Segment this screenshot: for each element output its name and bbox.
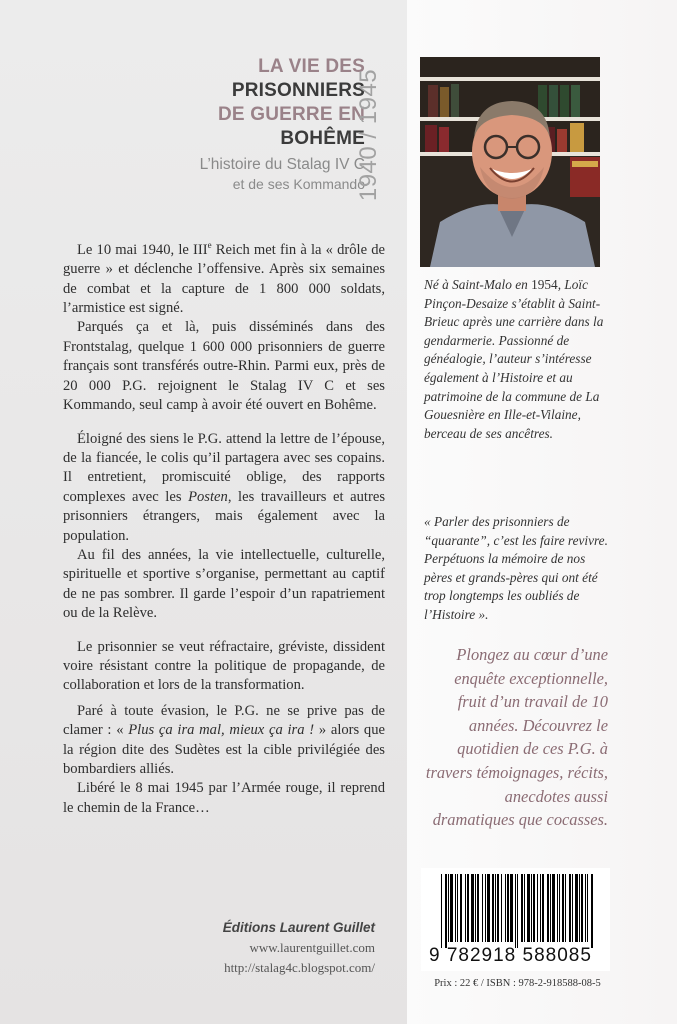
barcode-bar xyxy=(450,874,453,942)
barcode-bar xyxy=(467,874,469,942)
barcode-bar xyxy=(537,874,538,942)
author-quote: « Parler des prisonniers de “quarante”, c’est les faire revivre. Perpétuons la mémoire de nos pères et grands-pères qui ont été trop longtemps les oubliés de l’Histoire ». xyxy=(424,514,608,622)
subtitle-line-1: L’histoire du Stalag IV C xyxy=(199,156,365,173)
publisher-block xyxy=(170,918,375,978)
title-line-4: BOHÊME xyxy=(280,128,365,149)
barcode-bar xyxy=(510,874,513,942)
barcode-bar xyxy=(585,874,586,942)
barcode-bar xyxy=(517,874,518,948)
barcode-bar xyxy=(457,874,458,942)
barcode-bar xyxy=(455,874,456,942)
barcode-bar xyxy=(533,874,535,942)
paragraph-5: Le prisonnier se veut réfractaire, gréviste, dissident voire résistant contre la politique de propagande, de collaboration et lors de la transformation. xyxy=(63,638,385,694)
barcode-bar xyxy=(547,874,549,942)
barcode-bar xyxy=(492,874,494,942)
barcode-bar xyxy=(550,874,551,942)
barcode-bar xyxy=(482,874,483,942)
barcode-bar xyxy=(557,874,558,942)
title-line-3: DE GUERRE EN xyxy=(217,104,365,125)
barcode-bar xyxy=(507,874,509,942)
price-isbn-line xyxy=(420,978,615,989)
barcode-bar xyxy=(591,874,593,948)
barcode-bar xyxy=(572,874,573,942)
barcode-bar xyxy=(477,874,479,942)
barcode-bar xyxy=(552,874,555,942)
barcode-bar xyxy=(587,874,588,942)
subtitle-line-2: et de ses Kommando xyxy=(232,176,365,192)
paragraph-4: Au fil des années, la vie intellectuelle, culturelle, spirituelle et sportive s’organise, permettant au captif de ne pas sombrer. Il garde l’espoir d’un rapatriement ou de la Relève. xyxy=(63,546,385,622)
barcode-bar xyxy=(460,874,462,942)
author-photo xyxy=(420,57,600,267)
author-bio: Né à Saint-Malo en 1954, Loïc Pinçon-Desaize s’établit à Saint-Brieuc après une carrière dans la gendarmerie. Passionné de généalogie, l’auteur s’intéresse également à l’Histoire et au patrimoine de la commune de La Gouesnière en Ille-et-Vilaine, berceau de ses ancêtres. xyxy=(424,277,604,441)
paragraph-6: Paré à toute évasion, le P.G. ne se prive pas de clamer : « Plus ça ira mal, mieux ça ira ! » alors que la région dite des Sudètes est la cible privilégiée des bombardiers alliés. xyxy=(63,702,385,778)
years-vertical xyxy=(350,60,388,210)
barcode-bar xyxy=(575,874,578,942)
years-label: 1940 / 1945 xyxy=(355,68,382,202)
barcode-bar xyxy=(569,874,571,942)
publisher-blog[interactable]: http://stalag4c.blogspot.com/ xyxy=(224,960,375,975)
author-portrait-icon xyxy=(420,57,600,267)
barcode-bar xyxy=(448,874,449,942)
barcode-bar xyxy=(487,874,490,942)
paragraph-1: Le 10 mai 1940, le IIIe Reich met fin à la « drôle de guerre » et déclenche l’offensive. Après six semaines de combat et la capture de 1 800 000 soldats, l’armistice est signé. xyxy=(63,240,385,317)
publisher-website[interactable]: www.laurentguillet.com xyxy=(249,940,375,955)
barcode-bar xyxy=(497,874,499,942)
barcode-bar xyxy=(501,874,502,942)
barcode-bar xyxy=(475,874,476,942)
barcode-bar xyxy=(540,874,541,942)
barcode-bar xyxy=(565,874,566,942)
paragraph-3: Éloigné des siens le P.G. attend la lettre de l’épouse, de la fiancée, le colis qu’il partagera avec ses copains. Il entretient, promiscuité oblige, des rapports complexes avec les Posten, les travailleurs et autres prisonniers étrangers, mais également avec la population. xyxy=(63,430,385,544)
title-line-2: PRISONNIERS xyxy=(231,80,365,101)
barcode-bar xyxy=(524,874,525,942)
barcode-bar xyxy=(531,874,532,942)
barcode-bar xyxy=(471,874,474,942)
barcode-bar xyxy=(441,874,442,948)
synopsis xyxy=(63,236,385,818)
barcode xyxy=(421,868,610,971)
isbn-line: / ISBN : 978-2-918588-08-5 xyxy=(480,978,601,989)
barcode-bar xyxy=(521,874,523,942)
price-value: 22 € xyxy=(459,978,479,989)
barcode-bar xyxy=(505,874,506,942)
barcode-bar xyxy=(465,874,466,942)
price-label: Prix : xyxy=(434,978,458,989)
barcode-digits: 9 782918 588085 xyxy=(429,945,592,966)
barcode-bar xyxy=(581,874,583,942)
barcode-bar xyxy=(495,874,496,942)
barcode-bar xyxy=(542,874,544,942)
title-line-1: LA VIE DES xyxy=(258,56,365,77)
barcode-bars-icon xyxy=(421,868,610,948)
pitch-text: Plongez au cœur d’une enquête exceptionnelle, fruit d’un travail de 10 années. Découvrez le quotidien de ces P.G. à travers témoignages, récits, anecdotes aussi dramatiques que cocasses. xyxy=(425,645,608,830)
barcode-bar xyxy=(515,874,516,948)
paragraph-7: Libéré le 8 mai 1945 par l’Armée rouge, il reprend le chemin de la France… xyxy=(63,780,385,816)
publisher-name: Éditions Laurent Guillet xyxy=(222,920,375,935)
barcode-bar xyxy=(559,874,560,942)
barcode-bar xyxy=(445,874,447,948)
title-block xyxy=(170,55,365,193)
paragraph-2: Parqués ça et là, puis disséminés dans des Frontstalag, quelque 1 600 000 prisonniers de guerre français sont transférés outre-Rhin. Parmi eux, près de 20 000 P.G. rejoignent le Stalag IV C et ses Kommando, seul camp à avoir été ouvert en Bohême. xyxy=(63,319,385,414)
barcode-bar xyxy=(579,874,580,942)
barcode-bar xyxy=(527,874,530,942)
barcode-bar xyxy=(562,874,564,942)
barcode-bar xyxy=(485,874,486,942)
